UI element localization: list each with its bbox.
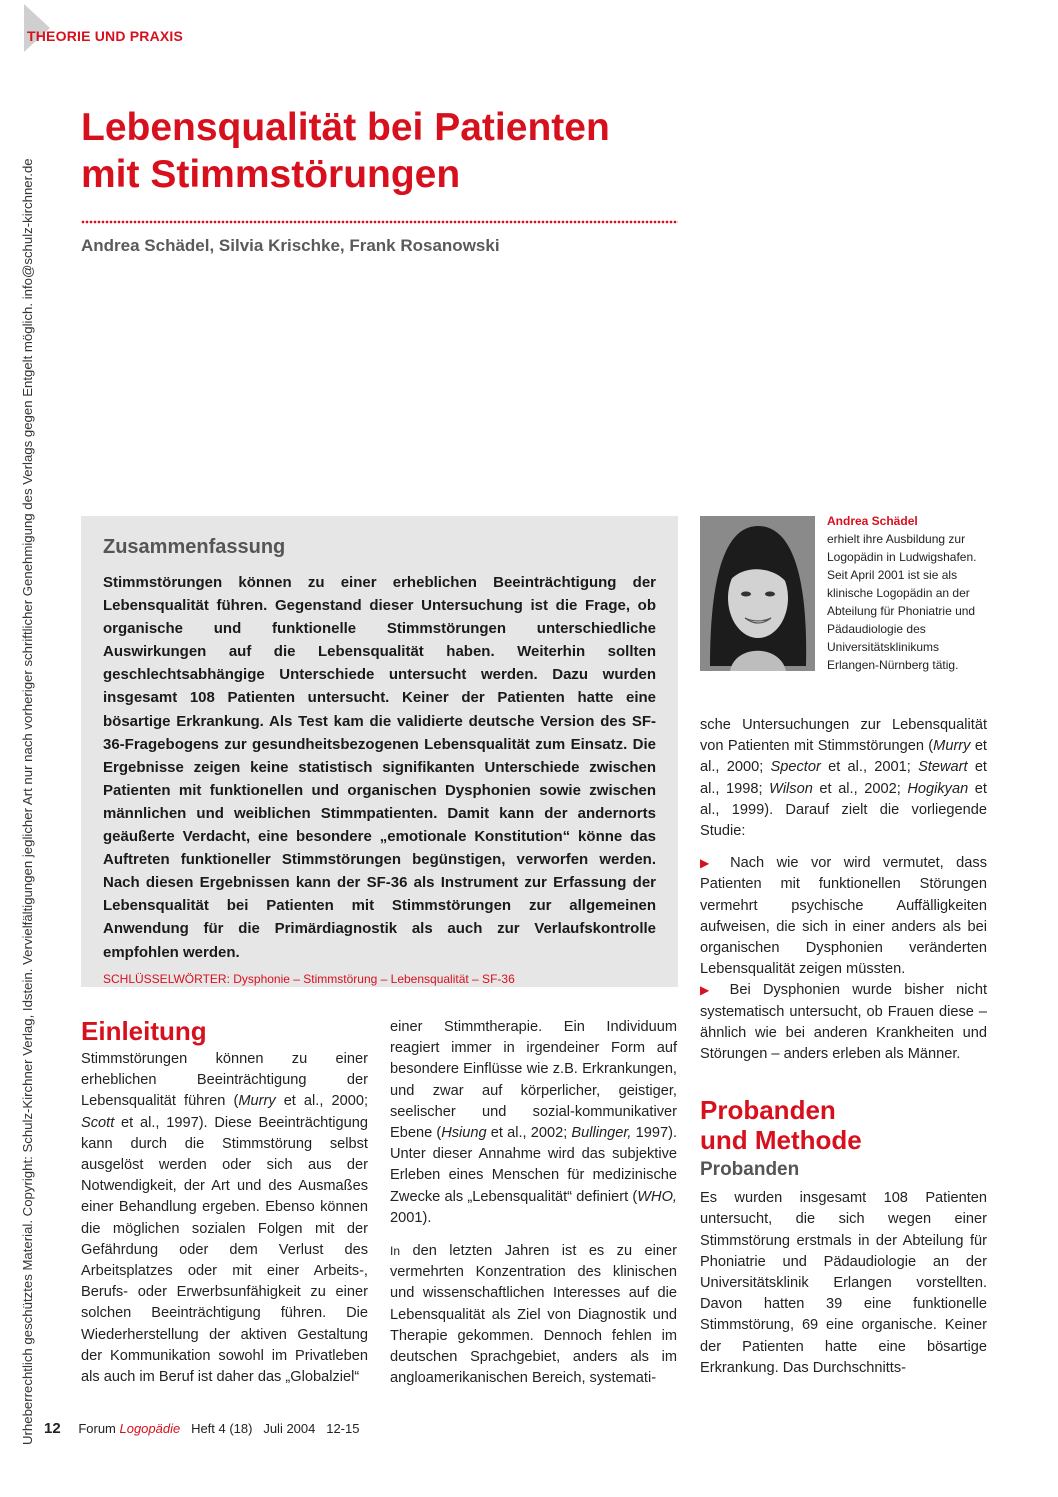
heading-einleitung: Einleitung [81, 1016, 207, 1046]
keywords: SCHLÜSSELWÖRTER: Dysphonie – Stimmstörung – Lebensqualität – SF-36 [103, 971, 515, 986]
column-1 [81, 1016, 368, 1388]
column-3 [700, 715, 987, 1379]
author-photo [700, 516, 815, 671]
bullet-item-2: ▶ Bei Dysphonien wurde bisher nicht systematisch untersucht, ob Frauen diese –ähnlich wie bei anderen Krankheiten und Störungen – anders erleben als Männer. [700, 982, 988, 1063]
heading-probanden-und-methode: Probanden und Methode [700, 1095, 862, 1156]
abstract-heading: Zusammenfassung [103, 536, 286, 558]
subheading-probanden: Probanden [700, 1159, 800, 1181]
title-line-2: mit Stimmstörungen [81, 153, 461, 196]
col2-paragraph-1: einer Stimmtherapie. Ein Individuum reagiert immer in irgendeiner Form auf besondere Einflüsse wie z.B. Erkrankungen, und zwar auf körperlicher, geistiger, seelischer und sozial-kommunikativer Ebene (Hsiung et al., 2002; Bullinger, 1997). Unter dieser Annahme wird das subjektive Erleben eines Menschen für medizinische Zwecke als „Lebensqualität“ definiert (WHO, 2001). [390, 1019, 677, 1226]
bullet-item-1: ▶ Nach wie vor wird vermutet, dass Patienten mit funktionellen Störungen vermehrt psychische Auffälligkeiten aufweisen, die sich in einer anders als bei organischen Dysphonien veränderten Lebensqualität zeigen müssten. [700, 855, 988, 978]
bullet-triangle-icon: ▶ [700, 856, 718, 871]
section-label: THEORIE UND PRAXIS [27, 28, 184, 44]
col1-paragraph: Stimmstörungen können zu einer erheblichen Beeinträchtigung der Lebensqualität führen (Murry et al., 2000; Scott et al., 1997). Diese Beeinträchtigung kann durch die Stimmstörung selbst ausgelöst werden oder sich aus der Notwendigkeit, der Art und des Ausmaßes einer Behandlung ergeben. Ebenso können die möglichen sozialen Folgen mit der Gefährdung oder dem Verlust des Arbeitsplatzes oder mit einer Arbeits-, Berufs- oder Erwerbsunfähigkeit zu einer solchen Beeinträchtigung führen. Die Wiederherstellung der aktiven Gestaltung der Kommunikation sowohl im Privatleben als auch im Beruf ist daher das „Globalziel“ [81, 1051, 368, 1386]
abstract-box [81, 516, 678, 987]
article-title [81, 104, 701, 198]
col3-paragraph-1: sche Untersuchungen zur Lebensqualität von Patienten mit Stimmstörungen (Murry et al., 2000; Spector et al., 2001; Stewart et al., 1998; Wilson et al., 2002; Hogikyan et al., 1999). Darauf zielt die vorliegende Studie: [700, 717, 987, 840]
page-footer [44, 1420, 359, 1437]
bullet-triangle-icon: ▶ [700, 983, 718, 998]
author-bio [827, 512, 987, 674]
bio-text: erhielt ihre Ausbildung zur Logopädin in Ludwigshafen. Seit April 2001 ist sie als klinische Logopädin an der Abteilung für Phoniatrie und Pädaudiologie des Universitätsklinikums Erlangen-Nürnberg tätig. [827, 532, 977, 672]
col3-paragraph-2: Es wurden insgesamt 108 Patienten untersucht, die sich wegen einer Stimmstörung erstmals in der Abteilung für Phoniatrie und Pädaudiologie an der Universitätsklinik Erlangen vorstellten. Davon hatten 39 eine funktionelle Stimmstörung, 69 eine organische. Keiner der Patienten hatte eine bösartige Erkrankung. Das Durchschnitts- [700, 1190, 987, 1376]
issue: Heft 4 (18) [191, 1421, 253, 1436]
author-list: Andrea Schädel, Silvia Krischke, Frank Rosanowski [81, 236, 500, 255]
column-2 [390, 1017, 677, 1389]
page-range: 12-15 [326, 1421, 360, 1436]
abstract-text: Stimmstörungen können zu einer erheblichen Beeinträchtigung der Lebensqualität führen. Gegenstand dieser Untersuchung ist die Frage, ob organische und funktionelle Stimmstörungen unterschiedliche Auswirkungen auf die Lebensqualität haben. Weiterhin sollten geschlechtsabhängige Unterschiede untersucht werden. Dazu wurden insgesamt 108 Patienten untersucht. Keiner der Patienten hatte eine bösartige Erkrankung. Als Test kam die validierte deutsche Version des SF-36-Fragebogens zur gesundheitsbezogenen Lebensqualität zum Einsatz. Die Ergebnisse zeigen keine statistisch signifikanten Unterschiede zwischen Patienten mit funktionellen und organischen Dysphonien sowie zwischen männlichen und weiblichen Stimmpatienten. Damit kann der andernorts geäußerte Verdacht, eine besondere „emotionale Konstitution“ könne das Auftreten funktioneller Stimmstörungen begünstigen, verworfen werden. Nach diesen Ergebnissen kann der SF-36 als Instrument zur Erfassung der Lebensqualität bei Patienten mit Stimmstörungen zur allgemeinen Anwendung für die Primärdiagnostik als auch zur Verlaufskontrolle empfohlen werden. [103, 574, 656, 961]
bio-name: Andrea Schädel [827, 514, 918, 528]
col2-paragraph-2: In den letzten Jahren ist es zu einer vermehrten Konzentration des klinischen und wissenschaftlichen Interesses auf die Lebensqualität als Ziel von Diagnostik und Therapie gekommen. Dennoch fehlen im deutschen Sprachgebiet, anders als im angloamerikanischen Bereich, systemati- [390, 1243, 677, 1387]
portrait-image [700, 516, 815, 671]
title-line-1: Lebensqualität bei Patienten [81, 106, 610, 149]
page-number: 12 [44, 1420, 61, 1437]
issue-date: Juli 2004 [263, 1421, 316, 1436]
journal-brand: Logopädie [119, 1421, 181, 1436]
journal-prefix: Forum [78, 1421, 120, 1436]
side-copyright-notice: Urheberrechtlich geschütztes Material. Copyright: Schulz-Kirchner Verlag, Idstein. Vervielfältigungen jeglicher Art nur nach vorheriger schriftlicher Genehmigung des Verlags gegen Entgelt möglich. info@schulz-kirchner.de [20, 158, 35, 1445]
dotted-divider [81, 220, 678, 224]
